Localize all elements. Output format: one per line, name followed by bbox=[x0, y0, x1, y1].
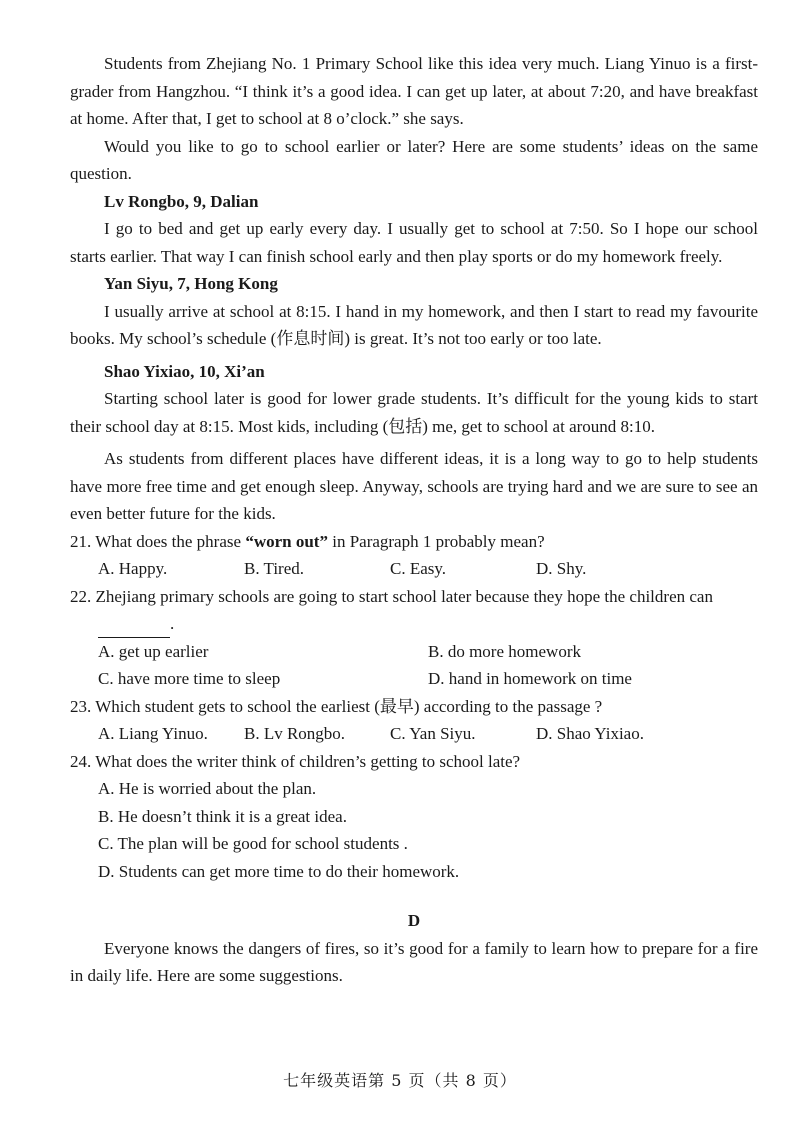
answer-blank-line bbox=[98, 617, 170, 638]
paragraph-closing: As students from different places have different ideas, it is a long way to go to help students have more free time and get enough sleep. Anyway, schools are trying hard and we are sure to see an even better future for the kids. bbox=[70, 449, 758, 523]
option-22-a: A. get up earlier bbox=[98, 641, 209, 661]
option-23-c: C. Yan Siyu. bbox=[390, 724, 476, 743]
option-23-a: A. Liang Yinuo. bbox=[98, 724, 208, 743]
question-21-options bbox=[70, 555, 758, 583]
question-21-before: 21. What does the phrase bbox=[70, 531, 246, 551]
section-d-intro: Everyone knows the dangers of fires, so it’s good for a family to learn how to prepare for a fire in daily life. Here are some suggestions. bbox=[70, 938, 758, 985]
student-text-yan-siyu: I usually arrive at school at 8:15. I hand in my homework, and then I start to read my favourite books. My school’s schedule (作息时间) is great. It’s not too early or too late. bbox=[70, 301, 758, 348]
paragraph-zhejiang-school: Students from Zhejiang No. 1 Primary School like this idea very much. Liang Yinuo is a first-grader from Hangzhou. “I think it’s a good idea. I can get up later, at about 7:20, and have breakfast at home. After that, I get to school at 8 o’clock.” she says. bbox=[70, 54, 758, 128]
student-text-shao-yixiao: Starting school later is good for lower grade students. It’s difficult for the young kids to start their school day at 8:15. Most kids, including (包括) me, get to school at around 8:10. bbox=[70, 389, 758, 436]
question-22-options-row-1 bbox=[70, 638, 758, 666]
question-21-after: in Paragraph 1 probably mean? bbox=[327, 531, 545, 551]
question-22-options-row-2 bbox=[70, 665, 758, 693]
page-footer: 七年级英语第 5 页（共 8 页） bbox=[283, 1071, 517, 1090]
section-d-title: D bbox=[407, 911, 421, 930]
student-heading-yan-siyu: Yan Siyu, 7, Hong Kong bbox=[104, 274, 278, 293]
option-22-d: D. hand in homework on time bbox=[428, 669, 632, 688]
question-22-blank bbox=[70, 610, 758, 638]
option-21-b: B. Tired. bbox=[244, 559, 304, 578]
option-23-b: B. Lv Rongbo. bbox=[244, 724, 346, 743]
question-22-blank-end: . bbox=[170, 614, 175, 633]
question-22: 22. Zhejiang primary schools are going to start school later because they hope the children can bbox=[70, 586, 713, 606]
question-21-phrase: “worn out” bbox=[245, 531, 328, 551]
option-21-a: A. Happy. bbox=[98, 559, 168, 578]
option-24-b: B. He doesn’t think it is a great idea. bbox=[98, 806, 347, 826]
paragraph-question-intro: Would you like to go to school earlier or later? Here are some students’ ideas on the same question. bbox=[70, 136, 758, 183]
option-22-c: C. have more time to sleep bbox=[98, 669, 281, 688]
question-24: 24. What does the writer think of children’s getting to school late? bbox=[70, 751, 521, 771]
option-24-c: C. The plan will be good for school students . bbox=[98, 834, 408, 853]
option-23-d: D. Shao Yixiao. bbox=[536, 724, 644, 743]
student-heading-shao-yixiao: Shao Yixiao, 10, Xi’an bbox=[104, 361, 265, 381]
option-22-b: B. do more homework bbox=[428, 641, 581, 661]
option-21-d: D. Shy. bbox=[536, 559, 587, 578]
exam-page bbox=[70, 50, 758, 990]
question-21 bbox=[70, 528, 758, 556]
option-24-d: D. Students can get more time to do their homework. bbox=[98, 861, 460, 881]
option-21-c: C. Easy. bbox=[390, 559, 447, 578]
student-text-lv-rongbo: I go to bed and get up early every day. I usually get to school at 7:50. So I hope our school starts earlier. That way I can finish school early and then play sports or do my homework freely. bbox=[70, 219, 758, 266]
question-23-options bbox=[70, 720, 758, 748]
option-24-a: A. He is worried about the plan. bbox=[98, 779, 317, 798]
question-23: 23. Which student gets to school the earliest (最早) according to the passage ? bbox=[70, 696, 603, 716]
student-heading-lv-rongbo: Lv Rongbo, 9, Dalian bbox=[104, 191, 259, 211]
